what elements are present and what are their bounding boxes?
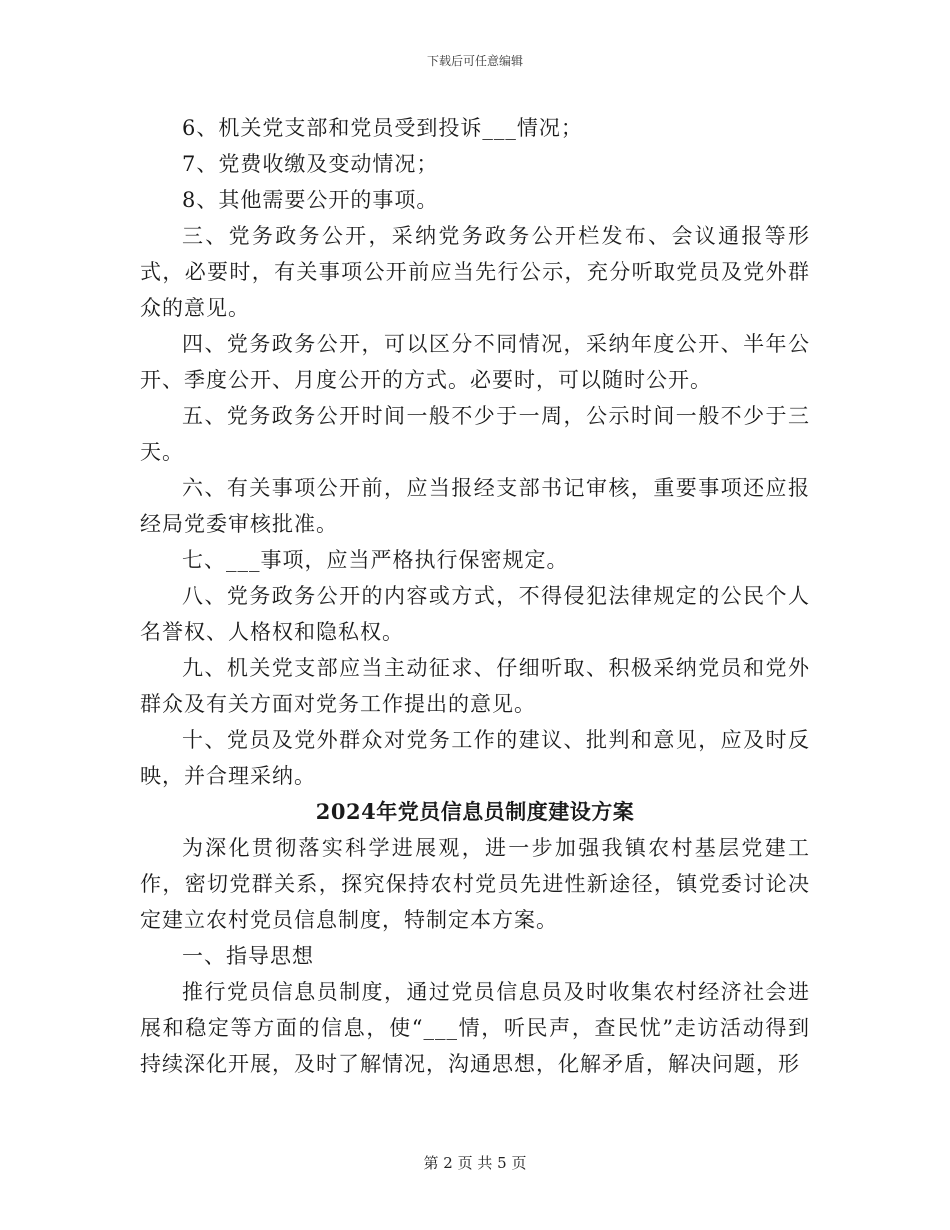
document-body	[140, 110, 810, 1082]
paragraph: 推行党员信息员制度，通过党员信息员及时收集农村经济社会进展和稳定等方面的信息，使“___情，听民声，查民忧”走访活动得到持续深化开展，及时了解情况，沟通思想，化解矛盾，解决问题，形	[140, 980, 810, 1076]
section-title: 2024年党员信息员制度建设方案	[315, 799, 635, 824]
paragraph: 六、有关事项公开前，应当报经支部书记审核，重要事项还应报经局党委审核批准。	[140, 476, 810, 536]
paragraph: 三、党务政务公开，采纳党务政务公开栏发布、会议通报等形式，必要时，有关事项公开前应当先行公示，充分听取党员及党外群众的意见。	[140, 224, 810, 320]
paragraph: 一、指导思想	[182, 944, 314, 968]
page-number: 第 2 页 共 5 页	[423, 1154, 527, 1172]
paragraph: 九、机关党支部应当主动征求、仔细听取、积极采纳党员和党外群众及有关方面对党务工作提出的意见。	[140, 656, 810, 716]
paragraph: 十、党员及党外群众对党务工作的建议、批判和意见，应及时反映，并合理采纳。	[140, 728, 810, 788]
paragraph: 为深化贯彻落实科学进展观，进一步加强我镇农村基层党建工作，密切党群关系，探究保持农村党员先进性新途径，镇党委讨论决定建立农村党员信息制度，特制定本方案。	[140, 836, 810, 932]
page-header: 下载后可任意编辑	[426, 54, 523, 68]
paragraph: 四、党务政务公开，可以区分不同情况，采纳年度公开、半年公开、季度公开、月度公开的方式。必要时，可以随时公开。	[140, 332, 810, 392]
paragraph: 七、___事项，应当严格执行保密规定。	[182, 548, 569, 572]
paragraph: 7、党费收缴及变动情况；	[182, 152, 439, 176]
paragraph: 8、其他需要公开的事项。	[182, 188, 439, 212]
paragraph: 八、党务政务公开的内容或方式，不得侵犯法律规定的公民个人名誉权、人格权和隐私权。	[140, 584, 810, 644]
paragraph: 6、机关党支部和党员受到投诉___情况；	[182, 116, 583, 140]
paragraph: 五、党务政务公开时间一般不少于一周，公示时间一般不少于三天。	[140, 404, 810, 464]
